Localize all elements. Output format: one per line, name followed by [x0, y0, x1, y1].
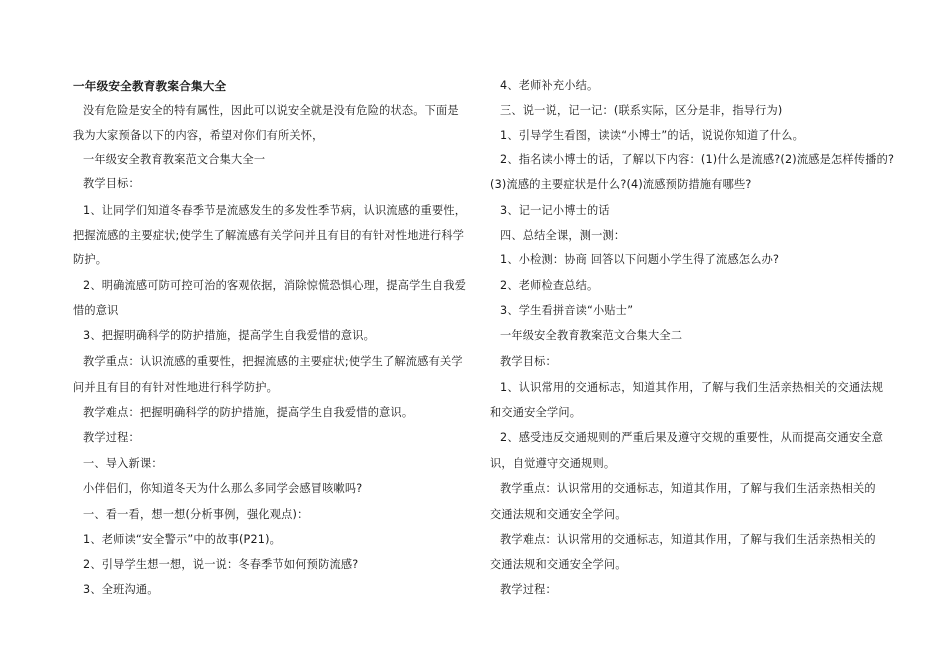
left-column-line: 教学重点：认识流感的重要性，把握流感的主要症状;使学生了解流感有关学: [83, 355, 463, 368]
left-column-line: 没有危险是安全的特有属性，因此可以说安全就是没有危险的状态。下面是: [83, 104, 459, 117]
left-column-line: 一、导入新课：: [83, 457, 163, 470]
left-column-line: 1、让同学们知道冬春季节是流感发生的多发性季节病，认识流感的重要性，: [83, 204, 467, 217]
right-column-line: 三、说一说，记一记：(联系实际，区分是非，指导行为): [500, 104, 783, 117]
right-column-line: 交通法规和交通安全学问。: [490, 558, 627, 571]
right-column-line: 1、小检测：协商 回答以下问题小学生得了流感怎么办?: [500, 253, 780, 266]
left-column-line: 3、把握明确科学的防护措施，提高学生自我爱惜的意识。: [83, 329, 376, 342]
left-column-line: 教学过程：: [83, 431, 140, 444]
right-column-line: 2、感受违反交通规则的严重后果及遵守交规的重要性，从而提高交通安全意: [500, 431, 884, 444]
right-column-line: 交通法规和交通安全学问。: [490, 508, 627, 521]
left-column-line: 问并且有目的有针对性地进行科学防护。: [73, 381, 278, 394]
left-column-line: 教学难点：把握明确科学的防护措施，提高学生自我爱惜的意识。: [83, 406, 414, 419]
right-column-line: 四、总结全课，测一测：: [500, 229, 626, 242]
right-column-line: 2、老师检查总结。: [500, 279, 599, 292]
right-column-line: 4、老师补充小结。: [500, 79, 599, 92]
right-column-line: 3、记一记小博士的话: [500, 204, 610, 217]
left-column-line: 我为大家预备以下的内容，希望对你们有所关怀，: [73, 129, 324, 142]
right-column-line: 识，自觉遵守交通规则。: [490, 457, 616, 470]
right-column-line: 教学目标：: [500, 355, 557, 368]
right-column-line: 1、认识常用的交通标志，知道其作用，了解与我们生活亲热相关的交通法规: [500, 381, 884, 394]
left-column-line: 小伴侣们，你知道冬天为什么那么多同学会感冒咳嗽吗?: [83, 482, 363, 495]
right-column-line: 和交通安全学问。: [490, 406, 582, 419]
right-column-line: 教学难点：认识常用的交通标志，知道其作用，了解与我们生活亲热相关的: [500, 533, 876, 546]
left-column-line: 1、老师读“安全警示”中的故事(P21)。: [83, 533, 282, 546]
left-column-line: 2、明确流感可防可控可治的客观依据，消除惊慌恐惧心理，提高学生自我爱: [83, 279, 467, 292]
left-column-line: 把握流感的主要症状;使学生了解流感有关学问并且有目的有针对性地进行科学: [73, 229, 465, 242]
left-column-line: 惜的意识: [73, 304, 119, 317]
right-column-line: 教学重点：认识常用的交通标志，知道其作用，了解与我们生活亲热相关的: [500, 482, 876, 495]
left-column-line: 一、看一看，想一想(分析事例，强化观点)：: [83, 508, 309, 521]
right-column-line: 1、引导学生看图，读读“小博士”的话，说说你知道了什么。: [500, 129, 804, 142]
right-column-line: (3)流感的主要症状是什么?(4)流感预防措施有哪些?: [490, 178, 752, 191]
left-column-line: 3、全班沟通。: [83, 583, 159, 596]
right-column-line: 教学过程：: [500, 583, 557, 596]
left-column-line: 2、引导学生想一想，说一说：冬春季节如何预防流感?: [83, 558, 359, 571]
left-column-line: 教学目标：: [83, 177, 140, 190]
right-column-line: 一年级安全教育教案范文合集大全二: [500, 329, 683, 342]
document-title: 一年级安全教育教案合集大全: [73, 79, 227, 93]
left-column-line: 防护。: [73, 253, 108, 266]
left-column-line: 一年级安全教育教案范文合集大全一: [83, 153, 266, 166]
right-column-line: 2、指名读小博士的话，了解以下内容：(1)什么是流感?(2)流感是怎样传播的?: [500, 153, 895, 166]
right-column-line: 3、学生看拼音读“小贴士”: [500, 304, 634, 317]
